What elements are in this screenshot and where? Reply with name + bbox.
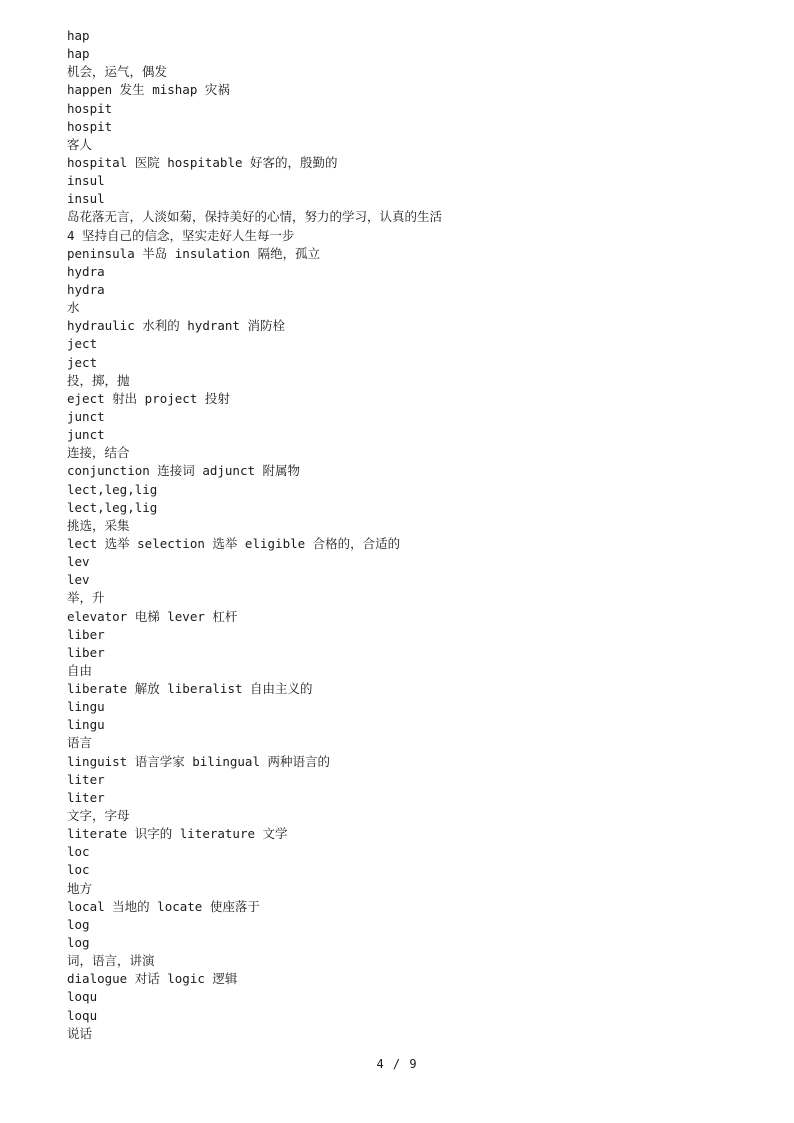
text-line: 岛花落无言，人淡如菊，保持美好的心情，努力的学习，认真的生活 [67,209,443,225]
text-line: ject [67,354,98,370]
text-line: loqu [67,1007,98,1023]
text-line: loqu [67,989,98,1005]
text-line: 投，掷，抛 [67,372,130,388]
text-line: hap [67,28,90,43]
text-line: local 当地的 locate 使座落于 [67,898,260,914]
text-line: 水 [67,300,80,316]
text-line: hydra [67,263,105,279]
text-line: dialogue 对话 logic 逻辑 [67,971,238,987]
text-line: 语言 [67,735,93,751]
text-line: hospital 医院 hospitable 好客的，殷勤的 [67,154,338,170]
text-line: 4 坚持自己的信念，坚实走好人生每一步 [67,227,295,243]
text-line: eject 射出 project 投射 [67,390,230,406]
text-line: literate 识字的 literature 文学 [67,826,288,842]
text-line: hydraulic 水利的 hydrant 消防栓 [67,318,285,334]
text-line: hospit [67,118,113,134]
text-line: loc [67,844,90,860]
text-line: junct [67,427,105,443]
text-line: conjunction 连接词 adjunct 附属物 [67,463,301,479]
page-number: 4 / 9 [376,1057,418,1071]
text-line: lect,leg,lig [67,481,158,497]
text-line: hap [67,46,90,62]
text-line: liter [67,771,105,787]
text-line: junct [67,408,105,424]
text-line: 词，语言，讲演 [67,953,155,969]
text-line: 机会，运气，偶发 [67,64,168,80]
text-line: lev [67,554,90,570]
text-line: 说话 [67,1025,93,1041]
text-line: insul [67,191,105,207]
text-line: 自由 [67,662,93,678]
text-line: lect,leg,lig [67,499,158,515]
text-line: hydra [67,281,105,297]
text-line: liber [67,626,105,642]
text-line: peninsula 半岛 insulation 隔绝，孤立 [67,245,321,261]
text-line: elevator 电梯 lever 杠杆 [67,608,238,624]
text-line: log [67,935,90,951]
text-line: loc [67,862,90,878]
text-line: happen 发生 mishap 灾祸 [67,82,230,98]
text-line: liber [67,644,105,660]
text-line: 挑选，采集 [67,517,130,533]
text-line: 连接，结合 [67,445,130,461]
text-line: 客人 [67,136,93,152]
text-line: 文字，字母 [67,808,130,824]
text-line: insul [67,173,105,189]
text-line: lect 选举 selection 选举 eligible 合格的，合适的 [67,535,401,551]
text-line: linguist 语言学家 bilingual 两种语言的 [67,753,331,769]
text-line: lingu [67,699,105,715]
text-line: liberate 解放 liberalist 自由主义的 [67,681,313,697]
text-line: lingu [67,717,105,733]
text-line: 举，升 [67,590,105,606]
text-line: ject [67,336,98,352]
text-line: liter [67,789,105,805]
text-line: 地方 [67,880,93,896]
text-line: lev [67,572,90,588]
text-line: hospit [67,100,113,116]
document-body [67,27,747,1043]
text-line: log [67,916,90,932]
